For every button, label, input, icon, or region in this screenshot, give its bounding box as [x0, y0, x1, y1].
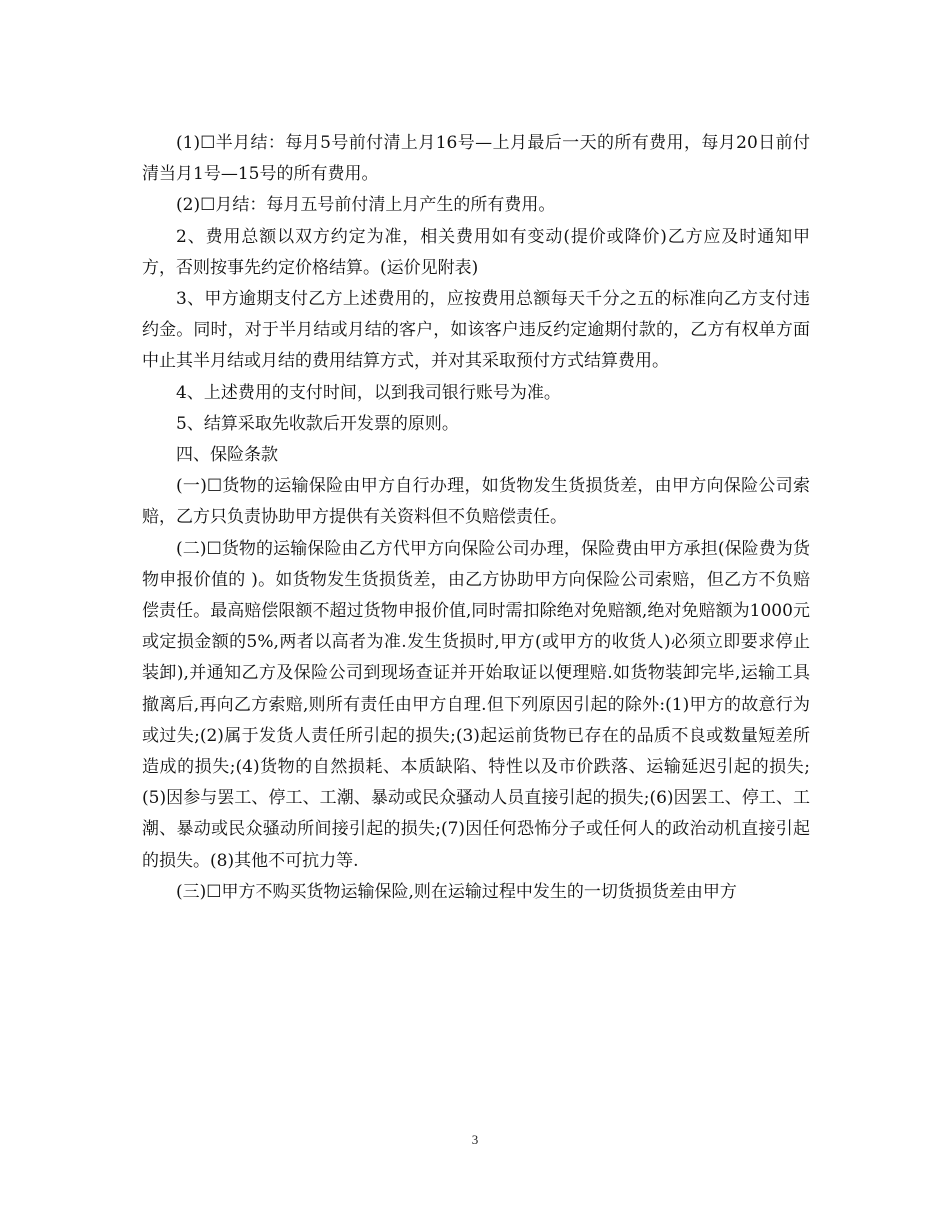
paragraph-payment-time: 4、上述费用的支付时间，以到我司银行账号为准。	[176, 382, 561, 403]
paragraph-settlement-half-month: (1)☐半月结：每月5号前付清上月16号—上月最后一天的所有费用，每月20日前付清当月1号—15号的所有费用。	[142, 133, 810, 185]
paragraph-insurance-option-2: (二)☐货物的运输保险由乙方代甲方向保险公司办理，保险费由甲方承担(保险费为货物申报价值的 )。如货物发生货损货差，由乙方协助甲方向保险公司索赔，但乙方不负赔偿责任。最高赔偿限额不超过货物申报价值,同时需扣除绝对免赔额,绝对免赔额为1000元或定损金额的5%,两者以高者为准.发生货损时,甲方(或甲方的收货人)必须立即要求停止装卸),并通知乙方及保险公司到现场查证并开始取证以便理赔.如货物装卸完毕,运输工具撤离后,再向乙方索赔,则所有责任由甲方自理.但下列原因引起的除外:(1)甲方的故意行为或过失;(2)属于发货人责任所引起的损失;(3)起运前货物已存在的品质不良或数量短差所造成的损失;(4)货物的自然损耗、本质缺陷、特性以及市价跌落、运输延迟引起的损失;(5)因参与罢工、停工、工潮、暴动或民众骚动人员直接引起的损失;(6)因罢工、停工、工潮、暴动或民众骚动所间接引起的损失;(7)因任何恐怖分子或任何人的政治动机直接引起的损失。(8)其他不可抗力等.	[142, 538, 810, 871]
paragraph-settlement-monthly: (2)☐月结：每月五号前付清上月产生的所有费用。	[176, 195, 556, 216]
paragraph-late-payment: 3、甲方逾期支付乙方上述费用的，应按费用总额每天千分之五的标准向乙方支付违约金。同时，对于半月结或月结的客户，如该客户违反约定逾期付款的，乙方有权单方面中止其半月结或月结的费用结算方式，并对其采取预付方式结算费用。	[142, 289, 810, 372]
paragraph-insurance-option-1: (一)☐货物的运输保险由甲方自行办理，如货物发生货损货差，由甲方向保险公司索赔，乙方只负责协助甲方提供有关资料但不负赔偿责任。	[142, 476, 810, 528]
document-body	[142, 128, 810, 908]
section-heading-insurance: 四、保险条款	[176, 445, 278, 466]
page-number: 3	[471, 1132, 479, 1147]
paragraph-fee-total: 2、费用总额以双方约定为准，相关费用如有变动(提价或降价)乙方应及时通知甲方，否则按事先约定价格结算。(运价见附表)	[142, 226, 810, 278]
paragraph-insurance-option-3: (三)☐甲方不购买货物运输保险,则在运输过程中发生的一切货损货差由甲方	[176, 881, 737, 902]
paragraph-invoice-principle: 5、结算采取先收款后开发票的原则。	[176, 413, 459, 434]
